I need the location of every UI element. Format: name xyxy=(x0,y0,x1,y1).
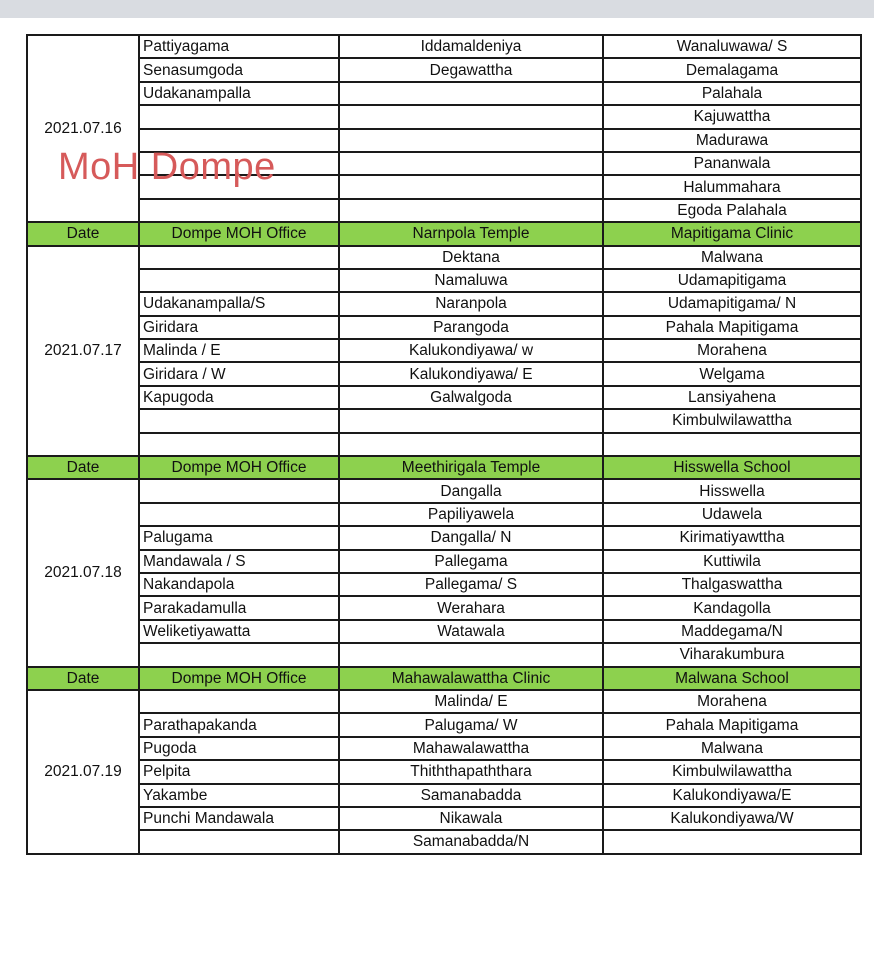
center2-location-cell: Kalukondiyawa/ E xyxy=(339,362,603,385)
center3-location-cell: Kirimatiyawttha xyxy=(603,526,861,549)
office-location-cell xyxy=(139,199,339,222)
center3-location-cell: Wanaluwawa/ S xyxy=(603,35,861,58)
center3-location-cell: Kimbulwilawattha xyxy=(603,409,861,432)
office-location-cell: Giridara xyxy=(139,316,339,339)
header-office: Dompe MOH Office xyxy=(139,222,339,245)
center2-location-cell: Dangalla/ N xyxy=(339,526,603,549)
office-location-cell: Kapugoda xyxy=(139,386,339,409)
center2-location-cell: Werahara xyxy=(339,596,603,619)
table-row xyxy=(27,620,861,643)
center3-location-cell xyxy=(603,433,861,456)
office-location-cell xyxy=(139,503,339,526)
header-office: Dompe MOH Office xyxy=(139,456,339,479)
center2-location-cell: Dangalla xyxy=(339,479,603,502)
office-location-cell: Udakanampalla/S xyxy=(139,292,339,315)
center2-location-cell xyxy=(339,409,603,432)
center3-location-cell: Kalukondiyawa/E xyxy=(603,784,861,807)
office-location-cell: Pelpita xyxy=(139,760,339,783)
table-row xyxy=(27,409,861,432)
center2-location-cell: Papiliyawela xyxy=(339,503,603,526)
center2-location-cell: Palugama/ W xyxy=(339,713,603,736)
office-location-cell: Pugoda xyxy=(139,737,339,760)
table-row xyxy=(27,690,861,713)
table-row xyxy=(27,550,861,573)
center3-location-cell: Kandagolla xyxy=(603,596,861,619)
office-location-cell: Parakadamulla xyxy=(139,596,339,619)
center3-location-cell: Madurawa xyxy=(603,129,861,152)
center2-location-cell xyxy=(339,433,603,456)
header-date: Date xyxy=(27,667,139,690)
header-center-3: Malwana School xyxy=(603,667,861,690)
center2-location-cell xyxy=(339,643,603,666)
header-center-3: Mapitigama Clinic xyxy=(603,222,861,245)
table-row xyxy=(27,386,861,409)
center3-location-cell: Kimbulwilawattha xyxy=(603,760,861,783)
center3-location-cell: Pahala Mapitigama xyxy=(603,713,861,736)
center2-location-cell: Naranpola xyxy=(339,292,603,315)
table-row xyxy=(27,339,861,362)
date-cell: 2021.07.18 xyxy=(27,479,139,666)
table-row xyxy=(27,105,861,128)
center3-location-cell: Lansiyahena xyxy=(603,386,861,409)
header-center-3: Hisswella School xyxy=(603,456,861,479)
header-row xyxy=(27,456,861,479)
table-row xyxy=(27,246,861,269)
center3-location-cell: Maddegama/N xyxy=(603,620,861,643)
table-row xyxy=(27,737,861,760)
center3-location-cell: Viharakumbura xyxy=(603,643,861,666)
table-row xyxy=(27,175,861,198)
office-location-cell xyxy=(139,246,339,269)
center2-location-cell: Mahawalawattha xyxy=(339,737,603,760)
office-location-cell xyxy=(139,690,339,713)
office-location-cell: Mandawala / S xyxy=(139,550,339,573)
center2-location-cell: Kalukondiyawa/ w xyxy=(339,339,603,362)
center3-location-cell: Egoda Palahala xyxy=(603,199,861,222)
center2-location-cell: Watawala xyxy=(339,620,603,643)
schedule-table xyxy=(26,34,862,855)
center2-location-cell: Dektana xyxy=(339,246,603,269)
center2-location-cell: Namaluwa xyxy=(339,269,603,292)
office-location-cell xyxy=(139,152,339,175)
center3-location-cell xyxy=(603,830,861,853)
office-location-cell: Weliketiyawatta xyxy=(139,620,339,643)
center3-location-cell: Pahala Mapitigama xyxy=(603,316,861,339)
center2-location-cell: Thiththapaththara xyxy=(339,760,603,783)
center3-location-cell: Udamapitigama/ N xyxy=(603,292,861,315)
header-date: Date xyxy=(27,222,139,245)
table-row xyxy=(27,479,861,502)
table-row xyxy=(27,82,861,105)
table-row xyxy=(27,503,861,526)
center2-location-cell xyxy=(339,129,603,152)
center2-location-cell: Pallegama xyxy=(339,550,603,573)
table-row xyxy=(27,35,861,58)
office-location-cell xyxy=(139,105,339,128)
header-row xyxy=(27,667,861,690)
center3-location-cell: Kajuwattha xyxy=(603,105,861,128)
office-location-cell xyxy=(139,643,339,666)
office-location-cell: Pattiyagama xyxy=(139,35,339,58)
table-row xyxy=(27,596,861,619)
center2-location-cell: Parangoda xyxy=(339,316,603,339)
center3-location-cell: Kalukondiyawa/W xyxy=(603,807,861,830)
table-row xyxy=(27,152,861,175)
center2-location-cell xyxy=(339,199,603,222)
table-row xyxy=(27,526,861,549)
office-location-cell: Yakambe xyxy=(139,784,339,807)
table-row xyxy=(27,129,861,152)
office-location-cell: Nakandapola xyxy=(139,573,339,596)
center2-location-cell: Galwalgoda xyxy=(339,386,603,409)
office-location-cell: Malinda / E xyxy=(139,339,339,362)
table-row xyxy=(27,807,861,830)
center2-location-cell: Nikawala xyxy=(339,807,603,830)
office-location-cell xyxy=(139,269,339,292)
center3-location-cell: Udawela xyxy=(603,503,861,526)
office-location-cell: Punchi Mandawala xyxy=(139,807,339,830)
center2-location-cell: Degawattha xyxy=(339,58,603,81)
center2-location-cell xyxy=(339,152,603,175)
table-row xyxy=(27,199,861,222)
office-location-cell: Senasumgoda xyxy=(139,58,339,81)
office-location-cell: Palugama xyxy=(139,526,339,549)
table-row xyxy=(27,760,861,783)
header-office: Dompe MOH Office xyxy=(139,667,339,690)
center2-location-cell: Samanabadda/N xyxy=(339,830,603,853)
center3-location-cell: Malwana xyxy=(603,737,861,760)
office-location-cell: Udakanampalla xyxy=(139,82,339,105)
center3-location-cell: Thalgaswattha xyxy=(603,573,861,596)
center2-location-cell xyxy=(339,82,603,105)
table-row xyxy=(27,830,861,853)
office-location-cell: Giridara / W xyxy=(139,362,339,385)
table-row xyxy=(27,58,861,81)
date-cell: 2021.07.17 xyxy=(27,246,139,457)
office-location-cell xyxy=(139,433,339,456)
center3-location-cell: Morahena xyxy=(603,690,861,713)
table-row xyxy=(27,269,861,292)
center3-location-cell: Palahala xyxy=(603,82,861,105)
top-band xyxy=(0,0,874,18)
center2-location-cell: Malinda/ E xyxy=(339,690,603,713)
table-row xyxy=(27,292,861,315)
center3-location-cell: Welgama xyxy=(603,362,861,385)
center2-location-cell xyxy=(339,175,603,198)
center3-location-cell: Demalagama xyxy=(603,58,861,81)
center2-location-cell: Pallegama/ S xyxy=(339,573,603,596)
center2-location-cell xyxy=(339,105,603,128)
table-row xyxy=(27,362,861,385)
header-center-2: Mahawalawattha Clinic xyxy=(339,667,603,690)
table-row xyxy=(27,784,861,807)
center3-location-cell: Malwana xyxy=(603,246,861,269)
date-cell: 2021.07.16 xyxy=(27,35,139,222)
office-location-cell xyxy=(139,175,339,198)
office-location-cell: Parathapakanda xyxy=(139,713,339,736)
center3-location-cell: Halummahara xyxy=(603,175,861,198)
center3-location-cell: Pananwala xyxy=(603,152,861,175)
table-row xyxy=(27,316,861,339)
center3-location-cell: Hisswella xyxy=(603,479,861,502)
office-location-cell xyxy=(139,409,339,432)
watermark-text: MoH Dompe xyxy=(58,146,276,188)
table-row xyxy=(27,713,861,736)
table-row xyxy=(27,573,861,596)
office-location-cell xyxy=(139,129,339,152)
header-center-2: Meethirigala Temple xyxy=(339,456,603,479)
header-date: Date xyxy=(27,456,139,479)
date-cell: 2021.07.19 xyxy=(27,690,139,854)
center3-location-cell: Kuttiwila xyxy=(603,550,861,573)
office-location-cell xyxy=(139,830,339,853)
center2-location-cell: Iddamaldeniya xyxy=(339,35,603,58)
table-row xyxy=(27,643,861,666)
table-row xyxy=(27,433,861,456)
center3-location-cell: Morahena xyxy=(603,339,861,362)
header-row xyxy=(27,222,861,245)
center2-location-cell: Samanabadda xyxy=(339,784,603,807)
header-center-2: Narnpola Temple xyxy=(339,222,603,245)
office-location-cell xyxy=(139,479,339,502)
center3-location-cell: Udamapitigama xyxy=(603,269,861,292)
